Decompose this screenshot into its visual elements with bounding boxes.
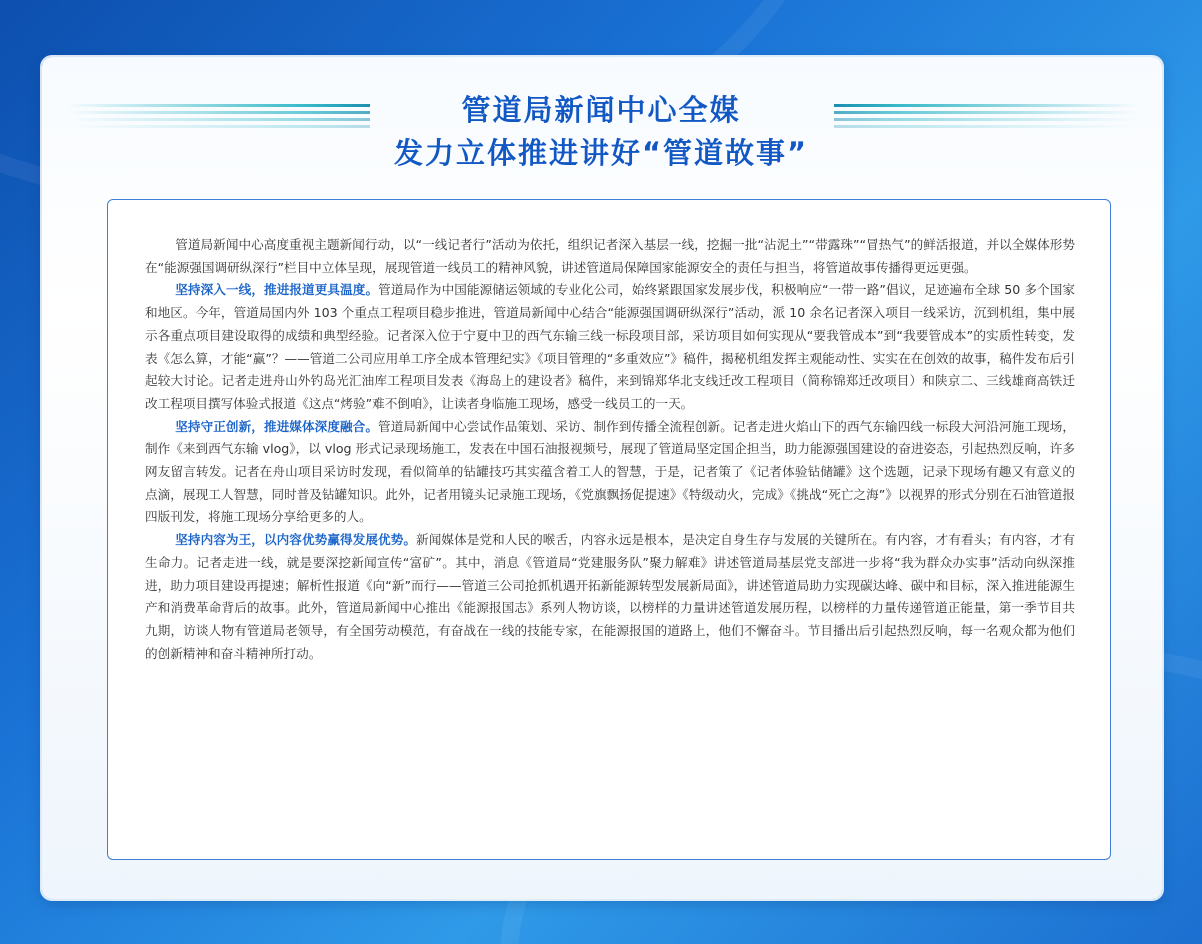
paragraph-text: 管道局作为中国能源储运领域的专业化公司，始终紧跟国家发展步伐，积极响应“一带一路”倡议，足迹遍布全球 50 多个国家和地区。今年，管道局国内外 103 个重点工程项目稳步推进，管道局新闻中心结合“能源强国调研纵深行”活动，派 10 余名记者深入项目一线采访，沉到机组，集中展示各重点项目建设取得的成绩和典型经验。记者深入位于宁夏中卫的西气东输三线一标段项目部，采访项目如何实现从“要我管成本”到“我要管成本”的实质性转变，发表《怎么算，才能“赢”？——管道二公司应用单工序全成本管理纪实》《项目管理的“多重效应”》稿件，揭秘机组发挥主观能动性、实实在在创效的故事，稿件发布后引起较大讨论。记者走进舟山外钓岛光汇油库工程项目发表《海岛上的建设者》稿件，来到锦郑华北支线迁改工程项目（简称锦郑迁改项目）和陕京二、三线雄商高铁迁改工程项目撰写体验式报道《这点“烤验”难不倒咱》，让读者身临施工现场，感受一线员工的一天。 xyxy=(145,282,1075,411)
article-paragraph xyxy=(145,234,1075,279)
paragraph-lead: 坚持深入一线，推进报道更具温度。 xyxy=(175,282,379,298)
paragraph-text: 管道局新闻中心高度重视主题新闻行动，以“一线记者行”活动为依托，组织记者深入基层一线，挖掘一批“沾泥土”“带露珠”“冒热气”的鲜活报道，并以全媒体形势在“能源强国调研纵深行”栏目中立体呈现，展现管道一线员工的精神风貌，讲述管道局保障国家能源安全的责任与担当，将管道故事传播得更远更强。 xyxy=(145,237,1075,275)
page-title-line1: 管道局新闻中心全媒 xyxy=(461,93,741,127)
page-title-line2: 发力立体推进讲好“管道故事” xyxy=(393,136,809,170)
paragraph-lead: 坚持守正创新，推进媒体深度融合。 xyxy=(175,418,379,434)
title-decoration-left xyxy=(65,104,370,128)
article-paragraph xyxy=(145,279,1075,415)
paragraph-lead: 坚持内容为王，以内容优势赢得发展优势。 xyxy=(175,532,417,548)
title-decoration-right xyxy=(834,104,1139,128)
paragraph-text: 新闻媒体是党和人民的喉舌，内容永远是根本，是决定自身生存与发展的关键所在。有内容，才有看头；有内容，才有生命力。记者走进一线，就是要深挖新闻宣传“富矿”。其中，消息《管道局“党建服务队”聚力解难》讲述管道局基层党支部进一步将“我为群众办实事”活动向纵深推进，助力项目建设再提速；解析性报道《向“新”而行——管道三公司抢抓机遇开拓新能源转型发展新局面》，讲述管道局助力实现碳达峰、碳中和目标，深入推进能源生产和消费革命背后的故事。此外，管道局新闻中心推出《能源报国志》系列人物访谈，以榜样的力量讲述管道发展历程，以榜样的力量传递管道正能量，第一季节目共九期，访谈人物有管道局老领导，有全国劳动模范，有奋战在一线的技能专家，在能源报国的道路上，他们不懈奋斗。节目播出后引起热烈反响，每一名观众都为他们的创新精神和奋斗精神所打动。 xyxy=(145,532,1076,661)
paragraph-text: 管道局新闻中心尝试作品策划、采访、制作到传播全流程创新。记者走进火焰山下的西气东输四线一标段大河沿河施工现场，制作《来到西气东输 vlog》，以 vlog 形式记录现场施工，发表在中国石油报视频号，展现了管道局坚定国企担当，助力能源强国建设的奋进姿态，引起热烈反响，许多网友留言转发。记者在舟山项目采访时发现，看似简单的钻罐技巧其实蕴含着工人的智慧，于是，记者策了《记者体验钻储罐》这个选题，记录下现场有趣又有意义的点滴，展现工人智慧，同时普及钻罐知识。此外，记者用镜头记录施工现场，《党旗飘扬促提速》《特级动火，完成》《挑战“死亡之海”》以视界的形式分别在石油管道报四版刊发，将施工现场分享给更多的人。 xyxy=(145,418,1076,525)
article-paragraph xyxy=(145,529,1075,665)
article-paragraph xyxy=(145,416,1075,530)
article-body xyxy=(145,234,1075,665)
